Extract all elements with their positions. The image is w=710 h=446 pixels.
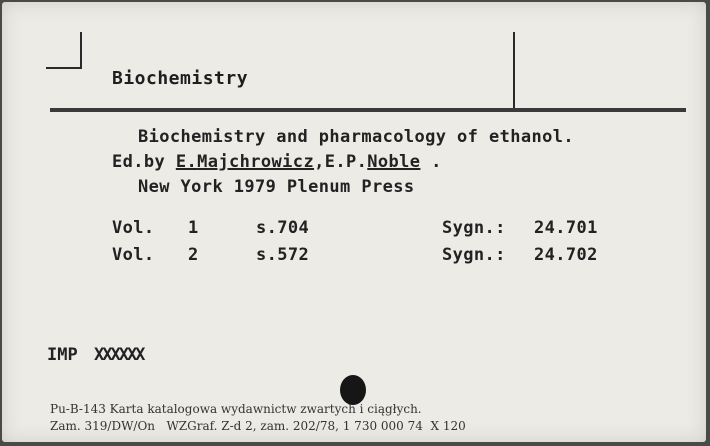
imprint-line: New York 1979 Plenum Press <box>138 177 415 197</box>
editor1-initial: E. <box>175 152 198 172</box>
corner-mark-vertical <box>80 32 82 68</box>
editor1-name: Majchrowicz <box>197 152 315 172</box>
imp-label: IMP <box>47 345 78 365</box>
editors-sep: ,E.P. <box>314 152 368 172</box>
volume-pages-2: s.572 <box>256 245 310 265</box>
volume-label-2: Vol. <box>112 245 155 265</box>
header-rule <box>50 108 686 112</box>
imp-value: XXXXXX <box>94 345 144 365</box>
volume-label-1: Vol. <box>112 218 155 238</box>
book-title: Biochemistry and pharmacology of ethanol. <box>138 127 575 147</box>
subject-heading: Biochemistry <box>112 68 249 89</box>
footer-line-2: Zam. 319/DW/On WZGraf. Z-d 2, zam. 202/78, 1 730 000 74 X 120 <box>50 419 466 433</box>
sygn-label-2: Sygn.: <box>442 245 506 265</box>
volume-number-2: 2 <box>188 245 199 265</box>
header-divider <box>513 32 515 110</box>
editors-line <box>112 152 442 172</box>
corner-mark-horizontal <box>46 67 82 69</box>
punch-hole <box>340 375 366 405</box>
volume-number-1: 1 <box>188 218 199 238</box>
sygn-value-1: 24.701 <box>534 218 598 238</box>
catalog-card <box>2 2 706 442</box>
sygn-value-2: 24.702 <box>534 245 598 265</box>
footer-line-1: Pu-B-143 Karta katalogowa wydawnictw zwartych i ciągłych. <box>50 402 422 416</box>
volume-pages-1: s.704 <box>256 218 310 238</box>
editors-suffix: . <box>420 152 442 172</box>
editor2-name: Noble <box>367 152 421 172</box>
sygn-label-1: Sygn.: <box>442 218 506 238</box>
editors-prefix: Ed.by <box>112 152 176 172</box>
